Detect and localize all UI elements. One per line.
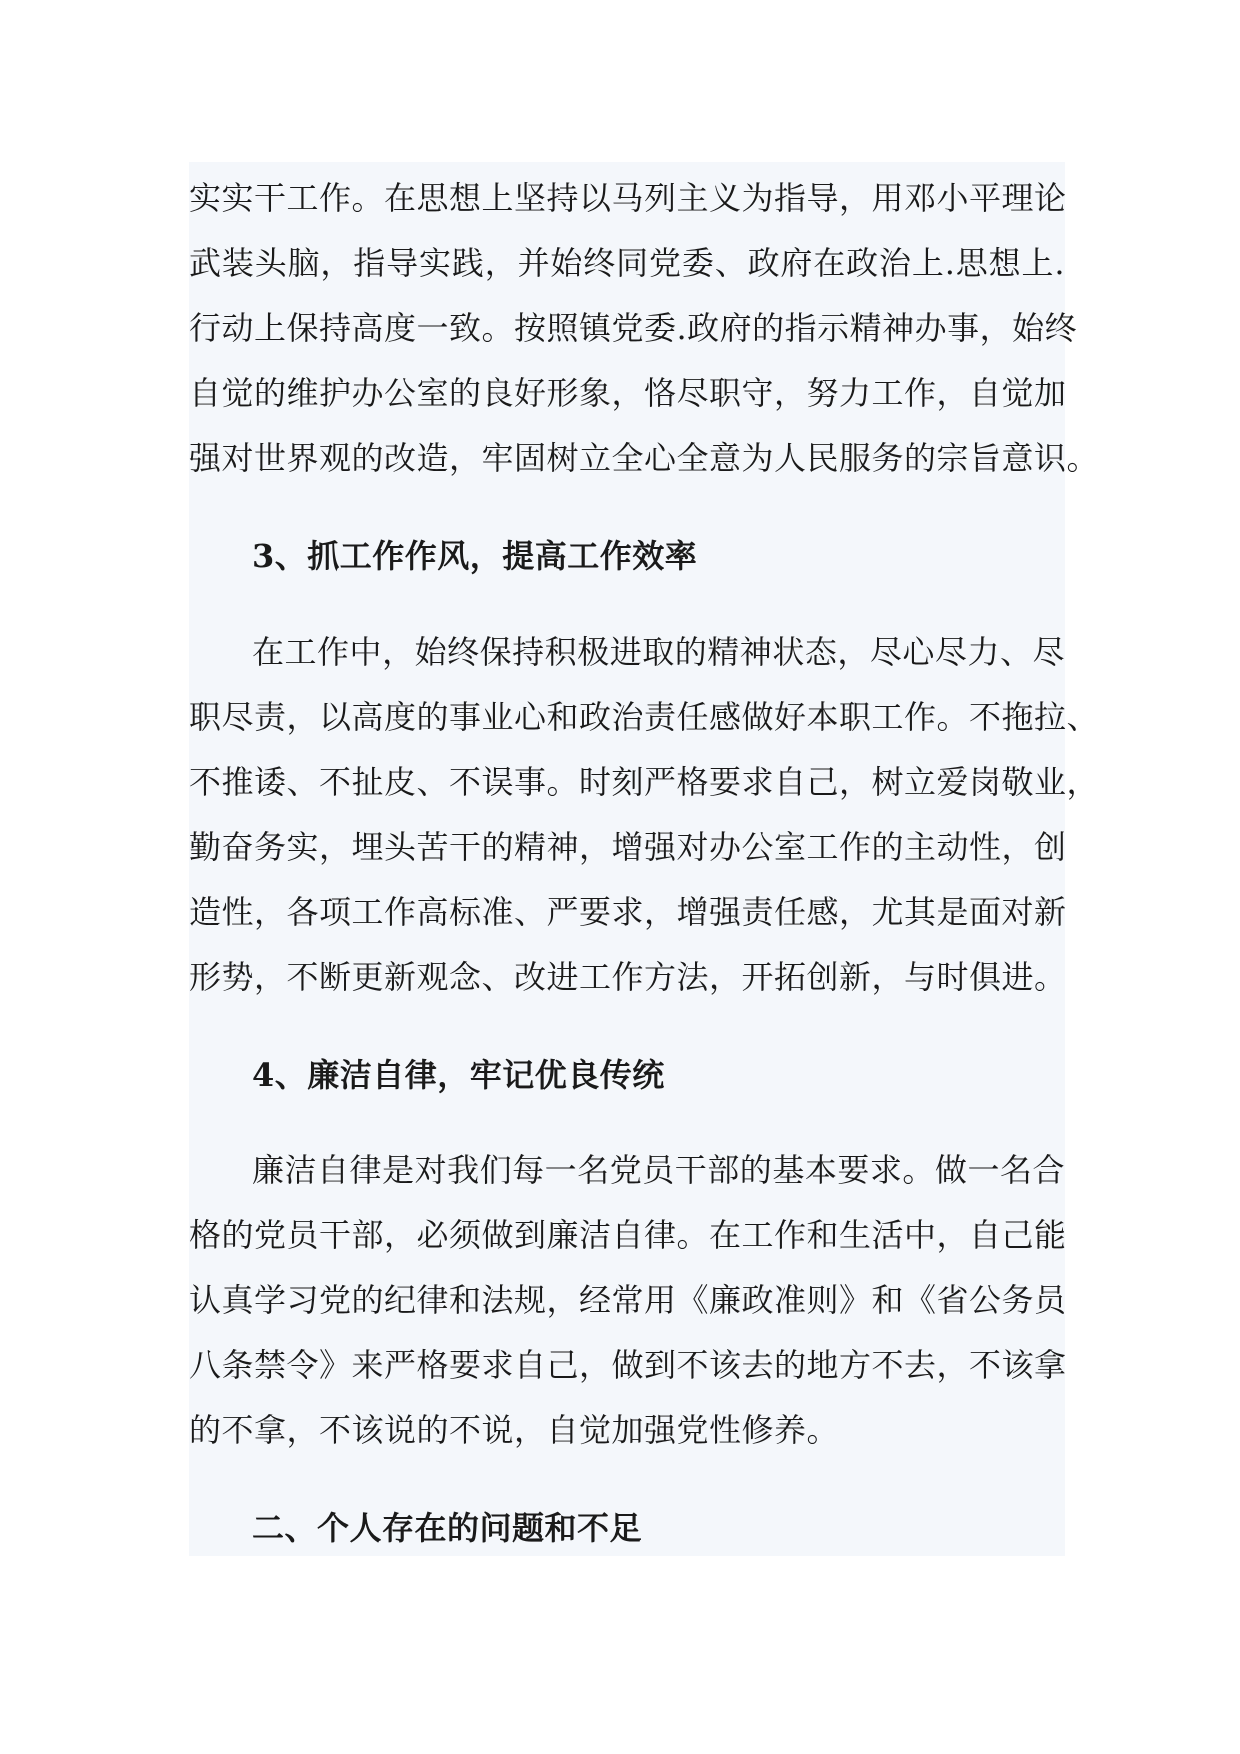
heading-3: 3、抓工作作风，提高工作效率: [252, 537, 698, 575]
paragraph-3-line-5: 的不拿，不该说的不说，自觉加强党性修养。: [189, 1411, 840, 1449]
paragraph-1-line-4: 自觉的维护办公室的良好形象，恪尽职守，努力工作，自觉加: [189, 374, 1067, 412]
heading-4: 4、廉洁自律，牢记优良传统: [252, 1056, 665, 1094]
paragraph-3-line-3: 认真学习党的纪律和法规，经常用《廉政准则》和《省公务员: [189, 1281, 1067, 1319]
paragraph-1-line-5: 强对世界观的改造，牢固树立全心全意为人民服务的宗旨意识。: [189, 439, 1100, 477]
paragraph-2-line-5: 造性，各项工作高标准、严要求，增强责任感，尤其是面对新: [189, 893, 1067, 931]
paragraph-2-line-2: 职尽责，以高度的事业心和政治责任感做好本职工作。不拖拉、: [189, 698, 1100, 736]
paragraph-3-line-4: 八条禁令》来严格要求自己，做到不该去的地方不去，不该拿: [189, 1346, 1067, 1384]
paragraph-2-line-3: 不推诿、不扯皮、不误事。时刻严格要求自己，树立爱岗敬业，: [189, 763, 1100, 801]
document-text-block: [189, 162, 1100, 1556]
paragraph-1-line-3: 行动上保持高度一致。按照镇党委.政府的指示精神办事，始终: [189, 309, 1078, 347]
paragraph-2-line-4: 勤奋务实，埋头苦干的精神，增强对办公室工作的主动性，创: [189, 828, 1067, 866]
section-2-heading: 二、个人存在的问题和不足: [252, 1509, 643, 1547]
paragraph-3-line-1: 廉洁自律是对我们每一名党员干部的基本要求。做一名合: [252, 1151, 1065, 1189]
paragraph-1-line-1: 实实干工作。在思想上坚持以马列主义为指导，用邓小平理论: [189, 179, 1067, 217]
paragraph-2-line-1: 在工作中，始终保持积极进取的精神状态，尽心尽力、尽: [252, 633, 1065, 671]
paragraph-2-line-6: 形势，不断更新观念、改进工作方法，开拓创新，与时俱进。: [189, 958, 1067, 996]
paragraph-1-line-2: 武装头脑，指导实践，并始终同党委、政府在政治上.思想上.: [189, 244, 1065, 282]
paragraph-3-line-2: 格的党员干部，必须做到廉洁自律。在工作和生活中，自己能: [189, 1216, 1067, 1254]
